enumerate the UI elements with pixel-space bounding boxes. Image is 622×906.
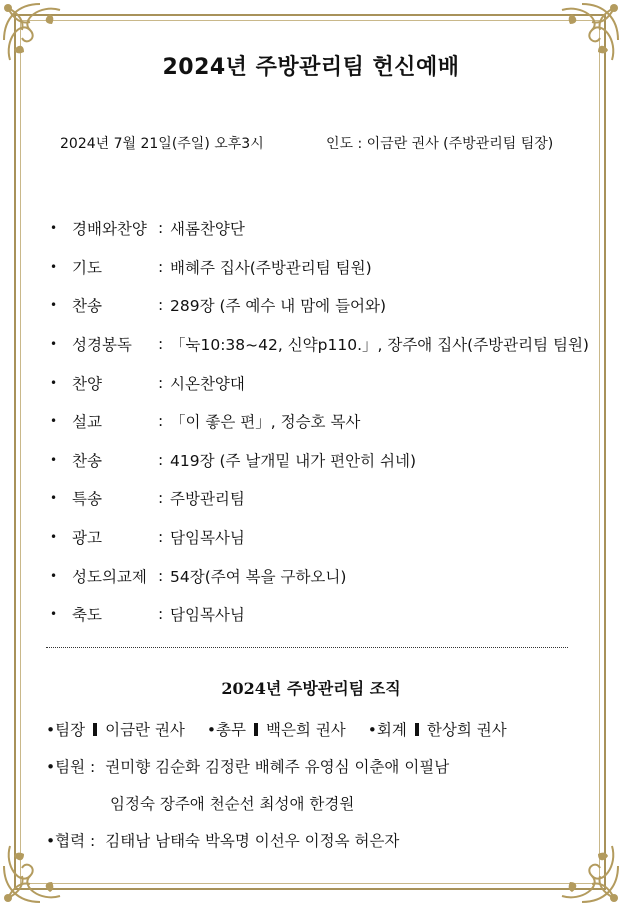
page-title: 2024년 주방관리팀 헌신예배 xyxy=(162,55,460,80)
program-label: 성도의교제 xyxy=(72,567,147,586)
program-label: 특송 xyxy=(72,490,102,509)
members-names: 권미향 김순화 김정란 배혜주 유영심 이춘애 이필남 xyxy=(105,757,450,776)
bullet-icon: • xyxy=(50,337,58,352)
program-label: 찬양 xyxy=(72,374,102,393)
program-item: • 광고 : 담임목사님 xyxy=(50,528,245,548)
program-label: 경배와찬양 xyxy=(72,220,147,239)
program-label: 성경봉독 xyxy=(72,336,132,355)
service-leader: 인도 : 이금란 권사 (주방관리팀 팀장) xyxy=(326,136,554,152)
program-value: 「눅10:38~42, 신약p110.」, 장주애 집사(주방관리팀 팀원) xyxy=(170,336,589,355)
role-label: •총무 xyxy=(206,720,246,739)
treasurer-role xyxy=(207,718,346,740)
separator-bar xyxy=(415,723,419,736)
bullet-icon: • xyxy=(50,414,58,429)
accountant-role xyxy=(368,718,507,740)
section-divider xyxy=(46,647,568,648)
service-date: 2024년 7월 21일(주일) 오후3시 xyxy=(60,136,264,152)
program-value: 주방관리팀 xyxy=(170,490,245,509)
separator-bar xyxy=(254,723,258,736)
members-names: 임정숙 장주애 천순선 최성애 한경원 xyxy=(110,794,355,813)
program-label: 기도 xyxy=(72,258,102,277)
program-value: 새롬찬양단 xyxy=(170,220,245,239)
separator-bar xyxy=(93,723,97,736)
program-label: 찬송 xyxy=(72,451,102,470)
program-value: 419장 (주 날개밑 내가 편안히 쉬네) xyxy=(170,451,416,470)
role-name: 이금란 권사 xyxy=(105,720,185,739)
program-item: • 성경봉독 : 「눅10:38~42, 신약p110.」, 장주애 집사(주방관리팀 팀원) xyxy=(50,335,589,355)
program-item: • 기도 : 배혜주 집사(주방관리팀 팀원) xyxy=(50,257,372,277)
bullet-icon: • xyxy=(50,607,58,622)
program-label: 축도 xyxy=(72,606,102,625)
program-item: • 찬송 : 419장 (주 날개밑 내가 편안히 쉬네) xyxy=(50,450,416,470)
bullet-icon: • xyxy=(50,259,58,274)
organization-list xyxy=(46,710,586,858)
role-label: •회계 xyxy=(367,720,407,739)
bullet-icon: • xyxy=(50,530,58,545)
program-value: 배혜주 집사(주방관리팀 팀원) xyxy=(170,258,372,277)
officers-row xyxy=(46,710,586,747)
program-item: • 찬송 : 289장 (주 예수 내 맘에 들어와) xyxy=(50,296,387,316)
role-name: 백은희 권사 xyxy=(265,720,346,739)
members-row xyxy=(46,747,586,784)
members-row-continued xyxy=(46,784,586,821)
role-name: 한상희 권사 xyxy=(426,720,507,739)
bullet-icon: • xyxy=(50,568,58,583)
program-item: • 성도의교제 : 54장(주여 복을 구하오니) xyxy=(50,566,347,586)
leader-role xyxy=(46,718,185,740)
role-label: •팀장 xyxy=(46,720,86,739)
program-item: • 축도 : 담임목사님 xyxy=(50,605,245,625)
program-value: 54장(주여 복을 구하오니) xyxy=(170,567,347,586)
bullet-icon: • xyxy=(50,298,58,313)
program-value: 담임목사님 xyxy=(170,529,245,548)
organization-title: 2024년 주방관리팀 조직 xyxy=(221,679,401,698)
helpers-row xyxy=(46,821,586,858)
helpers-names: 김태남 남태숙 박옥명 이선우 이정옥 허은자 xyxy=(105,831,400,850)
program-item: • 찬양 : 시온찬양대 xyxy=(50,373,245,393)
bullet-icon: • xyxy=(50,375,58,390)
program-label: 찬송 xyxy=(72,297,102,316)
bullet-icon: • xyxy=(50,452,58,467)
program-label: 설교 xyxy=(72,413,102,432)
program-value: 「이 좋은 편」, 정승호 목사 xyxy=(170,413,361,432)
bullet-icon: • xyxy=(50,491,58,506)
program-value: 289장 (주 예수 내 맘에 들어와) xyxy=(170,297,387,316)
program-value: 시온찬양대 xyxy=(170,374,245,393)
helpers-label: •협력 : xyxy=(46,831,96,850)
program-label: 광고 xyxy=(72,529,102,548)
program-list xyxy=(50,209,602,634)
program-item: • 경배와찬양 : 새롬찬양단 xyxy=(50,219,245,239)
program-item: • 특송 : 주방관리팀 xyxy=(50,489,245,509)
bullet-icon: • xyxy=(50,221,58,236)
members-label: •팀원 : xyxy=(46,757,96,776)
program-value: 담임목사님 xyxy=(170,606,245,625)
program-item: • 설교 : 「이 좋은 편」, 정승호 목사 xyxy=(50,412,361,432)
